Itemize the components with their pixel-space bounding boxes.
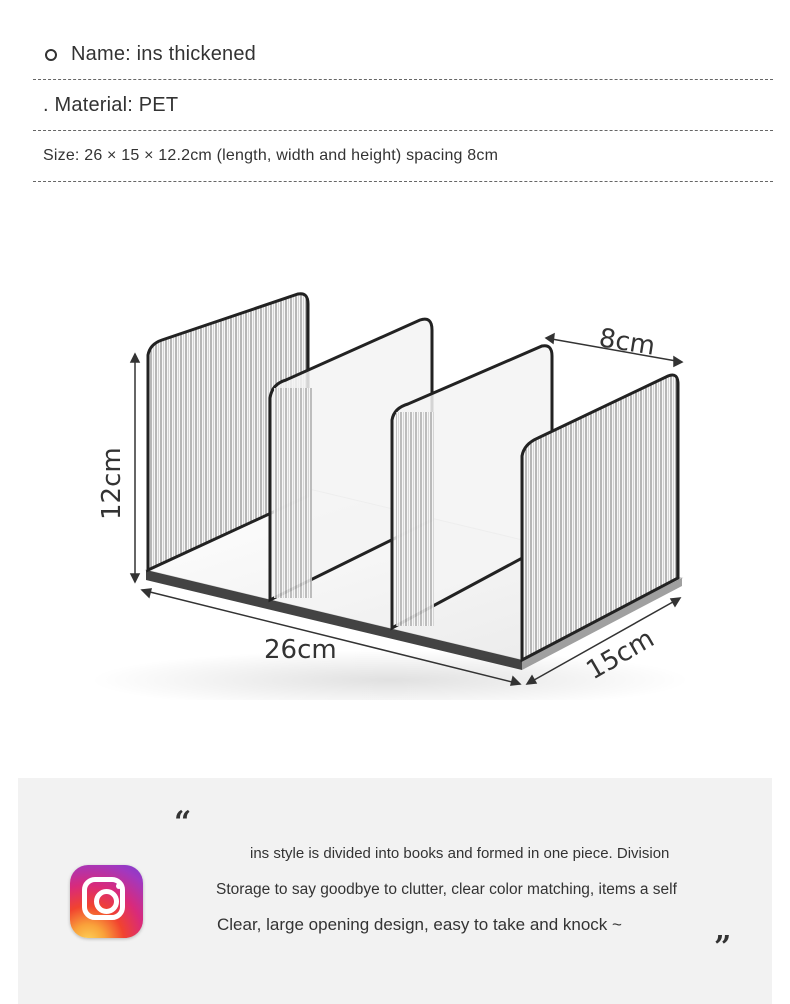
quote-panel <box>18 778 772 1004</box>
spec-material: . Material: PET <box>43 93 179 116</box>
open-quote-mark: “ <box>174 805 192 840</box>
quote-line-3: Clear, large opening design, easy to take and knock ~ <box>217 915 622 934</box>
quote-line-1: ins style is divided into books and formed in one piece. Division <box>250 845 670 862</box>
spacing-label: 8cm <box>596 323 658 362</box>
instagram-icon <box>70 865 143 938</box>
quote-line-2: Storage to say goodbye to clutter, clear color matching, items a self <box>216 881 677 898</box>
spec-material-row <box>33 80 773 131</box>
circle-bullet-icon <box>45 49 57 61</box>
length-label: 26cm <box>264 635 337 665</box>
spec-size-row <box>33 131 773 182</box>
width-label: 15cm <box>581 623 660 687</box>
spec-size: Size: 26 × 15 × 12.2cm (length, width and height) spacing 8cm <box>43 147 499 164</box>
spec-name-row <box>33 30 773 80</box>
close-quote-mark: ” <box>714 930 732 965</box>
height-label: 12cm <box>97 447 127 520</box>
spec-name: Name: ins thickened <box>71 43 257 65</box>
product-image <box>90 260 700 700</box>
